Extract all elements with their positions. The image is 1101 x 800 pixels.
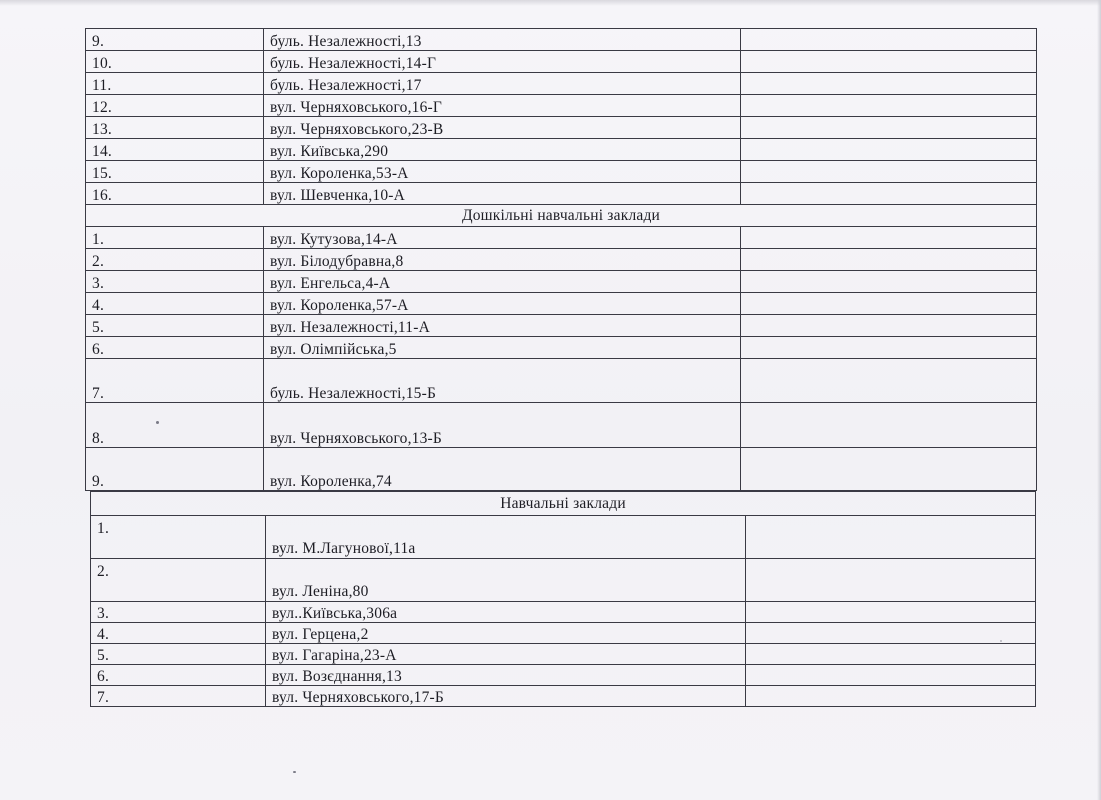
row-number: 12. bbox=[86, 95, 264, 117]
row-address: буль. Незалежності,13 bbox=[264, 29, 741, 51]
table-row bbox=[91, 516, 1036, 559]
row-number: 2. bbox=[86, 249, 264, 271]
row-empty-cell bbox=[741, 271, 1037, 293]
table-row bbox=[86, 403, 1037, 448]
row-address: вул. Черняховського,17-Б bbox=[266, 686, 746, 707]
row-number: 7. bbox=[91, 686, 266, 707]
table-row bbox=[86, 227, 1037, 249]
row-number: 5. bbox=[91, 644, 266, 665]
row-number: 8. bbox=[86, 403, 264, 448]
row-address: вул. Черняховського,16-Г bbox=[264, 95, 741, 117]
row-address: вул..Київська,306а bbox=[266, 602, 746, 623]
row-number: 10. bbox=[86, 51, 264, 73]
row-empty-cell bbox=[741, 161, 1037, 183]
table-row bbox=[86, 161, 1037, 183]
table-row bbox=[86, 95, 1037, 117]
table-row bbox=[91, 559, 1036, 602]
row-address: вул. Короленка,74 bbox=[264, 448, 741, 491]
row-address: вул. Білодубравна,8 bbox=[264, 249, 741, 271]
row-number: 1. bbox=[91, 516, 266, 559]
row-empty-cell bbox=[746, 686, 1036, 707]
section-heading-row bbox=[91, 492, 1036, 516]
row-empty-cell bbox=[741, 337, 1037, 359]
table-row bbox=[86, 337, 1037, 359]
row-address: вул. Черняховського,23-В bbox=[264, 117, 741, 139]
table-row bbox=[86, 29, 1037, 51]
row-empty-cell bbox=[741, 51, 1037, 73]
row-empty-cell bbox=[741, 293, 1037, 315]
row-address: вул. Шевченка,10-А bbox=[264, 183, 741, 205]
table-row bbox=[86, 249, 1037, 271]
row-empty-cell bbox=[741, 117, 1037, 139]
row-address: буль. Незалежності,17 bbox=[264, 73, 741, 95]
table-row bbox=[91, 623, 1036, 644]
row-number: 3. bbox=[86, 271, 264, 293]
row-empty-cell bbox=[741, 403, 1037, 448]
table-row bbox=[86, 448, 1037, 491]
table-row bbox=[91, 686, 1036, 707]
row-address: буль. Незалежності,15-Б bbox=[264, 359, 741, 403]
row-empty-cell bbox=[746, 602, 1036, 623]
table-row bbox=[86, 359, 1037, 403]
row-number: 15. bbox=[86, 161, 264, 183]
row-empty-cell bbox=[746, 516, 1036, 559]
row-address: вул. Короленка,53-А bbox=[264, 161, 741, 183]
table-row bbox=[86, 271, 1037, 293]
table-row bbox=[86, 183, 1037, 205]
row-number: 3. bbox=[91, 602, 266, 623]
table-row bbox=[91, 602, 1036, 623]
row-empty-cell bbox=[741, 73, 1037, 95]
table-row bbox=[86, 51, 1037, 73]
row-number: 14. bbox=[86, 139, 264, 161]
table-row bbox=[86, 293, 1037, 315]
table-row bbox=[86, 139, 1037, 161]
row-empty-cell bbox=[741, 359, 1037, 403]
row-empty-cell bbox=[741, 249, 1037, 271]
row-address: вул. Короленка,57-А bbox=[264, 293, 741, 315]
table-row bbox=[86, 315, 1037, 337]
scan-speck bbox=[293, 771, 296, 773]
row-number: 4. bbox=[91, 623, 266, 644]
row-address: вул. М.Лагунової,11а bbox=[266, 516, 746, 559]
row-address: вул. Герцена,2 bbox=[266, 623, 746, 644]
row-number: 11. bbox=[86, 73, 264, 95]
row-empty-cell bbox=[746, 665, 1036, 686]
row-number: 9. bbox=[86, 29, 264, 51]
table-row bbox=[91, 665, 1036, 686]
row-number: 16. bbox=[86, 183, 264, 205]
section-heading-row bbox=[86, 205, 1037, 227]
row-address: вул. Енгельса,4-А bbox=[264, 271, 741, 293]
row-address: вул. Олімпійська,5 bbox=[264, 337, 741, 359]
row-number: 13. bbox=[86, 117, 264, 139]
row-empty-cell bbox=[741, 448, 1037, 491]
row-address: вул. Возєднання,13 bbox=[266, 665, 746, 686]
section-title-preschool: Дошкільні навчальні заклади bbox=[86, 205, 1037, 227]
scan-edge-shadow-right bbox=[1097, 0, 1101, 800]
row-address: вул. Незалежності,11-А bbox=[264, 315, 741, 337]
row-empty-cell bbox=[741, 29, 1037, 51]
row-empty-cell bbox=[746, 644, 1036, 665]
table-row bbox=[91, 644, 1036, 665]
row-empty-cell bbox=[741, 315, 1037, 337]
section-title-schools: Навчальні заклади bbox=[91, 492, 1036, 516]
row-empty-cell bbox=[741, 183, 1037, 205]
row-number: 4. bbox=[86, 293, 264, 315]
table-row bbox=[86, 73, 1037, 95]
row-empty-cell bbox=[746, 623, 1036, 644]
scan-edge-shadow bbox=[0, 0, 1101, 6]
row-empty-cell bbox=[746, 559, 1036, 602]
row-address: вул. Гагаріна,23-А bbox=[266, 644, 746, 665]
row-address: буль. Незалежності,14-Г bbox=[264, 51, 741, 73]
row-address: вул. Кутузова,14-А bbox=[264, 227, 741, 249]
row-empty-cell bbox=[741, 95, 1037, 117]
address-table-upper bbox=[85, 28, 1037, 491]
row-number: 6. bbox=[86, 337, 264, 359]
row-address: вул. Леніна,80 bbox=[266, 559, 746, 602]
row-number: 5. bbox=[86, 315, 264, 337]
row-empty-cell bbox=[741, 139, 1037, 161]
row-address: вул. Черняховського,13-Б bbox=[264, 403, 741, 448]
row-number: 6. bbox=[91, 665, 266, 686]
table-row bbox=[86, 117, 1037, 139]
row-number: 7. bbox=[86, 359, 264, 403]
row-empty-cell bbox=[741, 227, 1037, 249]
row-number: 2. bbox=[91, 559, 266, 602]
row-number: 9. bbox=[86, 448, 264, 491]
row-address: вул. Київська,290 bbox=[264, 139, 741, 161]
row-number: 1. bbox=[86, 227, 264, 249]
address-table-lower bbox=[90, 491, 1036, 707]
